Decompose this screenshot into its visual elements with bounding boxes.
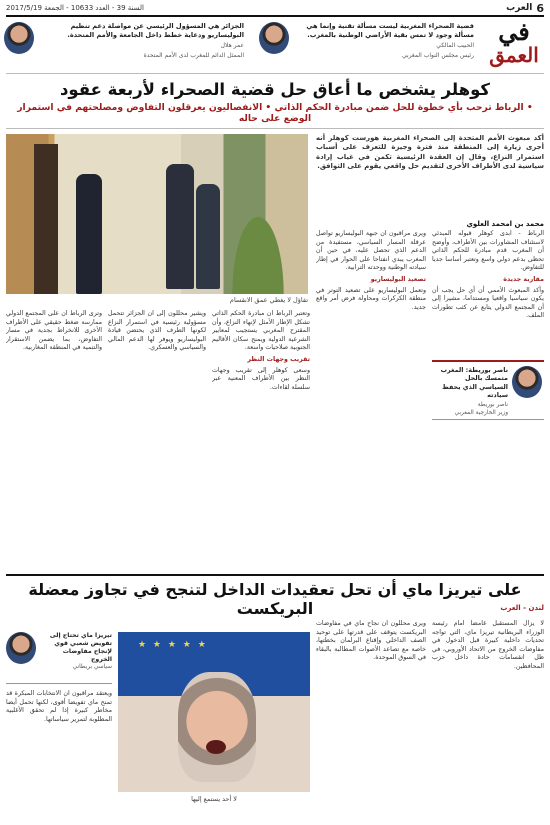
article1-col1b-text: وأكد المبعوث الأممي أن أي حل يجب أن يكون سياسيا واقعيا ومستداما، مشيرا إلى أن المجتمع الدولي يتابع عن كثب تطورات الملف. (432, 286, 544, 320)
quote-1-portrait (259, 22, 289, 54)
photo-door (34, 144, 58, 294)
photo-mouth (206, 740, 226, 754)
masthead (6, 3, 544, 17)
article1-photo (6, 134, 308, 294)
article1-column-4 (108, 310, 206, 570)
article1-photo-caption: تفاؤل لا يغطي عمق الانقسام (229, 296, 308, 304)
article1-byline: محمد بن امحمد العلوي (466, 220, 544, 228)
article1-col2-text: ويرى مراقبون أن جبهة البوليساريو تواصل عرقلة المسار السياسي، مستفيدة من الدعم الذي تحصل عليه، في حين أن المغرب يبدي انفتاحا على الحوار في إطار سيادته الوطنية ووحدته الترابية. (316, 230, 426, 272)
quote-2-portrait (4, 22, 34, 54)
quote-2 (4, 22, 244, 60)
article2-quote-text: تيريزا ماي تحتاج إلى تفويض شعبي قوي لإنجاح مفاوضات الخروج (49, 632, 112, 663)
article1-headline: كوهلر يشخص ما أعاق حل قضية الصحراء لأربعة عقود (59, 80, 491, 99)
quotes-strip (6, 17, 544, 74)
side-quote-portrait (512, 366, 542, 398)
article1-col3b-text: وسعى كوهلر إلى تقريب وجهات النظر بين الأطراف المعنية عبر سلسلة لقاءات. (212, 366, 310, 391)
article2-column-4 (6, 690, 112, 820)
article1-col5-text: وترى الرباط أن على المجتمع الدولي ممارسة ضغط حقيقي على الأطراف الأخرى للانخراط بجدية في مسار التفاوض، بما يضمن الاستقرار والتنمية في المنطقة المغاربية. (6, 310, 102, 352)
article1-col4-text: ويشير محللون إلى أن الجزائر تتحمل مسؤولية رئيسية في استمرار النزاع لكونها الطرف الذي يحتضن قيادة البوليساريو ويوفر لها الدعم المالي والسياسي والعسكري. (108, 310, 206, 352)
quote-2-text: الجزائر هي المسؤول الرئيسي عن مواصلة دعم تنظيم البوليساريو ودعاية خطط داخل الجامعة والأمم المتحدة. (67, 22, 244, 39)
article2-col2-text: ويرى محللون أن نجاح ماي في مفاوضات البريكست يتوقف على قدرتها على توحيد الصف الداخلي وإقناع البرلمان بخطتها، خاصة مع تصاعد الأصوات المطالبة بالبقاء في السوق الموحدة. (316, 620, 426, 662)
quote-1-name: الحبيب المالكي (436, 42, 474, 49)
article1-column-2 (316, 230, 426, 570)
quote-1-title: رئيس مجلس النواب المغربي (401, 52, 474, 59)
brand (506, 2, 544, 15)
article2-quote-portrait (6, 632, 36, 664)
photo-portrait (178, 672, 256, 782)
page-number: 6 (536, 1, 544, 15)
section-mark-line2: العمق (489, 43, 539, 67)
quote-1 (259, 22, 474, 60)
article1-col3-text: وتعتبر الرباط أن مبادرة الحكم الذاتي تشكل الإطار الأمثل لإنهاء النزاع، وأن المقترح المغربي يستجيب لمعايير الشرعية الدولية ويمنح سكان الأقاليم الجنوبية صلاحيات واسعة. (212, 310, 310, 352)
quote-2-name: عمر هلال (220, 42, 244, 49)
side-quote-box (432, 360, 544, 420)
article1-intro: أكد مبعوث الأمم المتحدة إلى الصحراء المغربية هورست كوهلر أنه أجرى زيارة إلى المنطقة منذ فترة وجيزة للتعرف على أسباب استمرار النزاع، وقال إن العقدة الرئيسية تكمن في غياب إرادة سياسية لدى الأطراف الأخرى لتقديم حل واقعي يقوم على التوافق. (316, 134, 544, 171)
article2-column-1 (432, 620, 544, 820)
issue-info: السنة 39 - العدد 10633 - الجمعة 2017/5/19 (6, 4, 144, 12)
article2-quote-name: سياسي بريطاني (72, 664, 112, 670)
article1-subhead: • الرباط ترحب بأي خطوة للحل ضمن مبادرة الحكم الذاتي • الانفصاليون يعرقلون التفاوض ومصلحتهم في استمرار الوضع على حاله (6, 102, 544, 129)
section-mark (484, 17, 544, 72)
eu-flag-stars: ★ ★ ★ ★ ★ (138, 640, 208, 650)
photo-figure-1 (76, 174, 102, 294)
article2-headline: على تيريزا ماي أن تحل تعقيدات الداخل لتنجح في تجاوز معضلة البريكست (28, 580, 522, 618)
article2-col4-text: ويعتقد مراقبون أن الانتخابات المبكرة قد تمنح ماي تفويضا أقوى، لكنها تحمل أيضا مخاطر كبيرة إذا لم تحقق الأغلبية المطلوبة لتمرير سياساتها. (6, 690, 112, 723)
article-divider (6, 574, 544, 576)
article2-quote-box (6, 632, 112, 684)
quote-2-title: الممثل الدائم للمغرب لدى الأمم المتحدة (143, 52, 244, 59)
article2-byline: لندن - العرب (500, 604, 544, 612)
article1-column-5 (6, 310, 102, 570)
brand-name: العرب (506, 3, 533, 13)
photo-figure-2 (166, 164, 194, 289)
photo-plant (228, 204, 288, 294)
article1-col1-text: الرباط - أبدى كوهلر قبوله المبدئي لاستئناف المشاورات بين الأطراف، وأوضح أن المغرب قدم مبادرة للحكم الذاتي تحظى بدعم دولي واسع وتعتبر أساسا جديا للتفاوض. (432, 230, 544, 272)
article1-col2b-text: وتعمل البوليساريو على تصعيد التوتر في منطقة الكركرات ومحاولة فرض أمر واقع جديد. (316, 286, 426, 311)
article1-col3-subhead: تقريب وجهات النظر (247, 355, 310, 363)
article1-col2-subhead: تصعيد البوليساريو (370, 275, 426, 283)
photo-figure-3 (196, 184, 220, 289)
side-quote-name: ناصر بوريطة (477, 401, 508, 408)
quote-1-text: قضية الصحراء المغربية ليست مسألة تقنية وإنما هي مسألة وجود لا تمس بقية الأراضي الوطنية بالمغرب. (306, 22, 474, 39)
side-quote-title: وزير الخارجية المغربي (454, 409, 508, 416)
article2-col1-text: لا يزال المستقبل غامضا أمام رئيسة الوزراء البريطانية تيريزا ماي، التي تواجه تحديات داخلية كبيرة قبل الدخول في مفاوضات الخروج من الاتحاد الأوروبي، في ظل انقسامات حادة داخل حزب المحافظين. (432, 620, 544, 670)
article2-column-2 (316, 620, 426, 820)
side-quote-text: ناصر بوريطة: المغرب متمسك بالحل السياسي الذي يحفظ سيادته (440, 366, 508, 400)
section-mark-line1: في (498, 17, 530, 46)
article1-column-3 (212, 310, 310, 570)
article2-photo (118, 632, 310, 792)
article2-photo-caption: لا أحد يستمع إليها (191, 795, 237, 803)
article1-col1-subhead: مقاربة جديدة (503, 275, 544, 283)
